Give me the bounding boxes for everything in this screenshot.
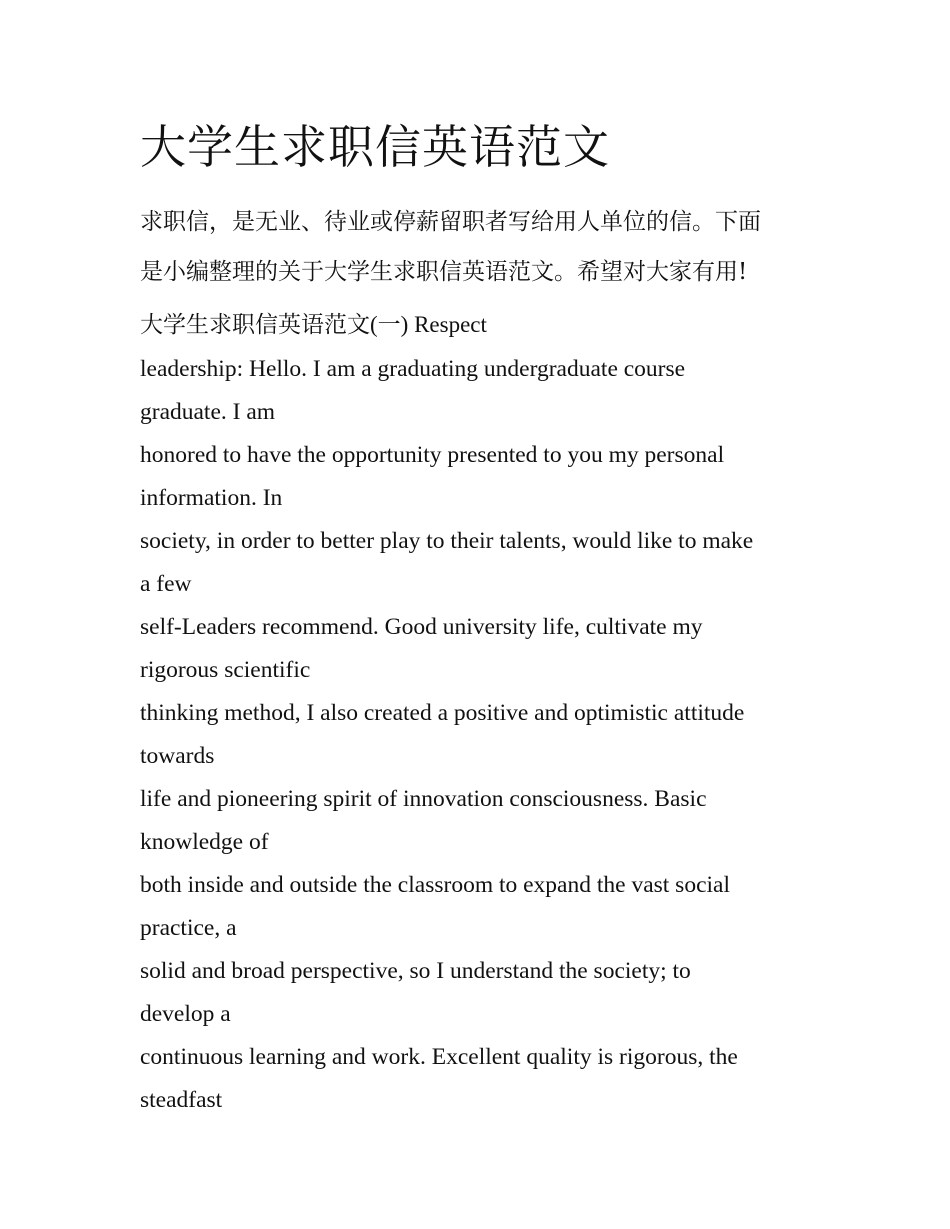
intro-line: 求职信，是无业、待业或停薪留职者写给用人单位的信。下面 [140, 209, 761, 235]
body-line: society, in order to better play to their talents, would like to make [140, 528, 754, 554]
body-line: towards [140, 743, 215, 769]
body-line: a few [140, 571, 192, 597]
intro-paragraph [140, 197, 830, 297]
body-line: both inside and outside the classroom to expand the vast social [140, 872, 730, 898]
body-line: knowledge of [140, 829, 269, 855]
body-line: life and pioneering spirit of innovation consciousness. Basic [140, 786, 707, 812]
letter-body [140, 348, 830, 1122]
body-line: information. In [140, 485, 283, 511]
section-heading: 大学生求职信英语范文(一) Respect [140, 312, 487, 337]
page-title: 大学生求职信英语范文 [140, 120, 610, 174]
body-line: solid and broad perspective, so I understand the society; to [140, 958, 691, 984]
body-line: thinking method, I also created a positive and optimistic attitude [140, 700, 745, 726]
body-line: practice, a [140, 915, 237, 941]
body-line: graduate. I am [140, 399, 276, 425]
body-line: steadfast [140, 1087, 223, 1113]
body-line: rigorous scientific [140, 657, 311, 683]
intro-line: 是小编整理的关于大学生求职信英语范文。希望对大家有用! [140, 259, 748, 285]
body-line: leadership: Hello. I am a graduating undergraduate course [140, 356, 686, 382]
body-line: develop a [140, 1001, 231, 1027]
body-line: honored to have the opportunity presented to you my personal [140, 442, 725, 468]
body-line: self-Leaders recommend. Good university life, cultivate my [140, 614, 703, 640]
body-line: continuous learning and work. Excellent quality is rigorous, the [140, 1044, 738, 1070]
